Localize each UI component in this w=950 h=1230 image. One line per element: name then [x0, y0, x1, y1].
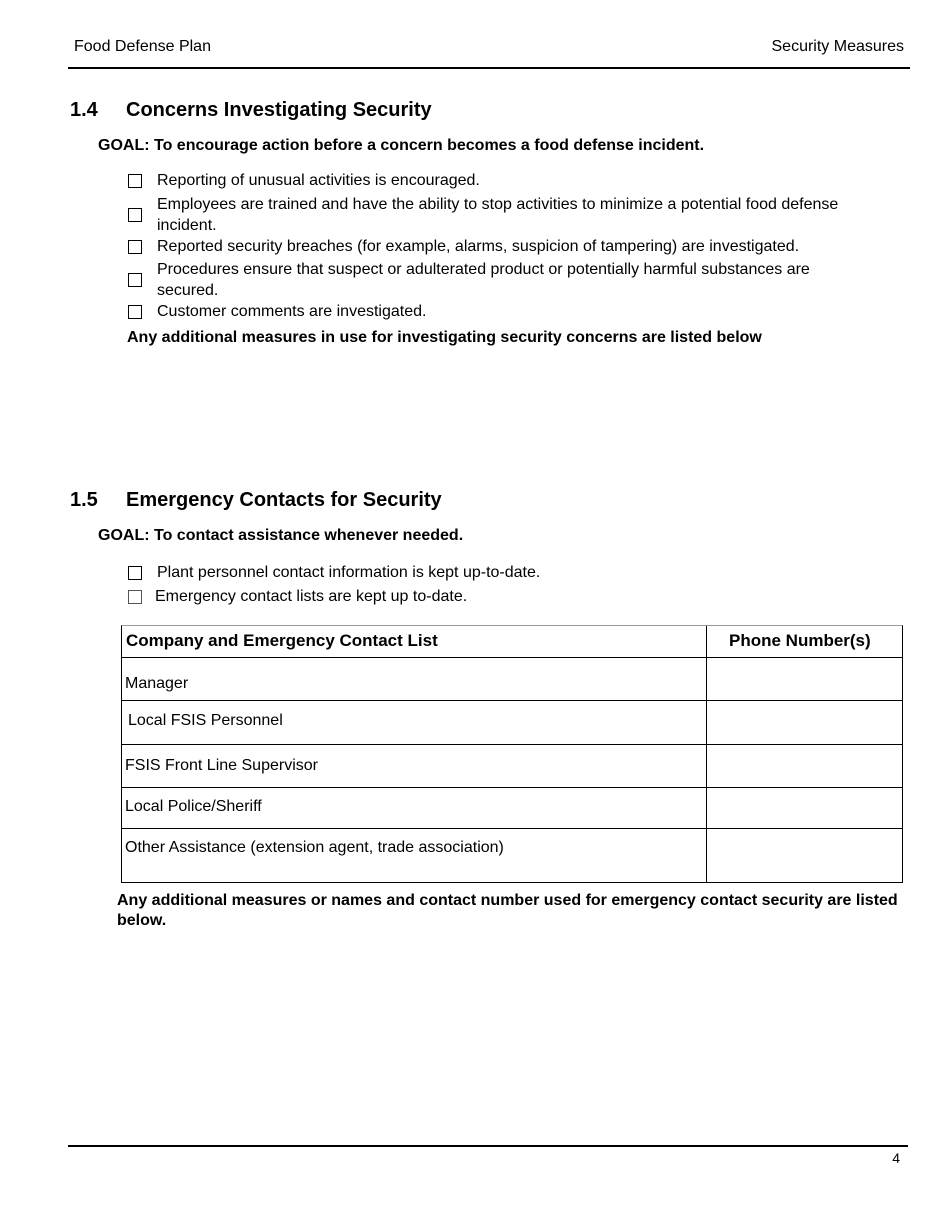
footer-rule: [68, 1145, 908, 1147]
table-row-label-other-assistance: Other Assistance (extension agent, trade association): [125, 839, 504, 856]
checklist-item: [128, 562, 908, 583]
checklist-item-label: Procedures ensure that suspect or adulterated product or potentially harmful substances are secured.: [157, 261, 810, 299]
checklist-item-label: Plant personnel contact information is kept up-to-date.: [157, 564, 541, 581]
checklist-item: [128, 301, 908, 322]
checkbox[interactable]: [128, 240, 142, 254]
header-rule: [68, 67, 910, 69]
checkbox[interactable]: [128, 590, 142, 604]
section-1-5-additional-note: Any additional measures or names and contact number used for emergency contact security are listed below.: [117, 892, 898, 929]
checklist-item: [128, 586, 908, 607]
page-number: 4: [892, 1150, 900, 1166]
section-1-5-number: 1.5: [70, 489, 98, 511]
checkbox[interactable]: [128, 566, 142, 580]
checklist-item-label: Reporting of unusual activities is encouraged.: [157, 172, 480, 189]
table-row-label-manager: Manager: [125, 675, 189, 692]
table-row-divider: [122, 657, 902, 658]
checklist-item: [128, 259, 908, 301]
checklist-item-label: Reported security breaches (for example, alarms, suspicion of tampering) are investigated.: [157, 238, 800, 255]
table-row-divider: [122, 787, 902, 788]
table-row-divider: [122, 828, 902, 829]
header-section: Security Measures: [771, 38, 904, 55]
table-row-label-fsis-supervisor: FSIS Front Line Supervisor: [125, 757, 318, 774]
checklist-item: [128, 170, 908, 191]
table-column-divider: [706, 626, 707, 882]
checkbox[interactable]: [128, 305, 142, 319]
table-header-contact-list: Company and Emergency Contact List: [126, 631, 438, 650]
checklist-item-label: Customer comments are investigated.: [157, 303, 427, 320]
table-row-divider: [122, 700, 902, 701]
table-row-label-police: Local Police/Sheriff: [125, 798, 262, 815]
checkbox[interactable]: [128, 174, 142, 188]
checklist-item-label: Emergency contact lists are kept up to-date.: [155, 588, 468, 605]
table-row-divider: [122, 744, 902, 745]
section-1-4-goal: GOAL: To encourage action before a concern becomes a food defense incident.: [98, 137, 705, 154]
section-1-4-title: Concerns Investigating Security: [126, 99, 432, 121]
emergency-contact-table: [121, 625, 903, 883]
checklist-item: [128, 236, 908, 257]
table-header-phone-numbers: Phone Number(s): [729, 631, 871, 650]
checkbox[interactable]: [128, 273, 142, 287]
section-1-4-additional-note: Any additional measures in use for investigating security concerns are listed below: [127, 329, 762, 346]
header-title: Food Defense Plan: [74, 38, 211, 55]
section-1-4-number: 1.4: [70, 99, 98, 121]
checkbox[interactable]: [128, 208, 142, 222]
section-1-4-heading: [70, 99, 432, 122]
section-1-5-title: Emergency Contacts for Security: [126, 489, 442, 511]
section-1-5-goal: GOAL: To contact assistance whenever needed.: [98, 527, 464, 544]
checklist-item-label: Employees are trained and have the ability to stop activities to minimize a potential food defense incident.: [157, 196, 839, 234]
section-1-5-heading: [70, 489, 442, 512]
checklist-item: [128, 194, 908, 236]
table-row-label-local-fsis: Local FSIS Personnel: [128, 712, 283, 729]
